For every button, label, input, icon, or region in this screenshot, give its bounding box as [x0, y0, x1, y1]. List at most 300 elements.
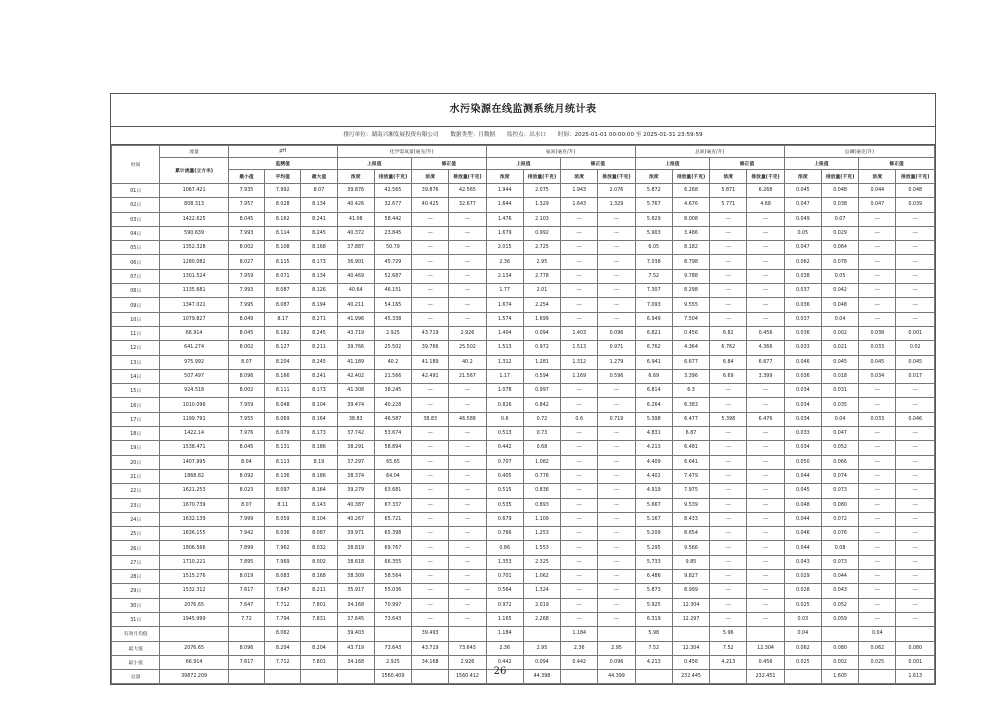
table-cell: 40.2: [374, 355, 411, 369]
table-cell: 2.01: [523, 284, 560, 298]
table-cell: ---: [598, 255, 635, 269]
table-cell: ---: [449, 484, 486, 498]
report-meta: [111, 127, 935, 145]
table-cell: 7.957: [228, 198, 264, 212]
table-cell: 8.271: [301, 312, 337, 326]
report-sheet: [110, 93, 936, 685]
table-cell: 0.04: [821, 312, 858, 326]
table-cell: ---: [859, 584, 896, 598]
table-cell: ---: [896, 298, 935, 312]
table-cell: 41.189: [337, 355, 374, 369]
table-cell: 40.372: [337, 226, 374, 240]
table-cell: 6.69: [635, 369, 672, 383]
header-tp-rep-emission: 排放量(千克): [821, 170, 858, 184]
header-ph-monitor: 监测值: [228, 158, 337, 170]
table-cell: 0.062: [859, 641, 896, 655]
table-cell: 1301.524: [160, 269, 228, 283]
table-cell: ---: [598, 312, 635, 326]
table-cell: ---: [561, 226, 598, 240]
table-cell: ---: [747, 284, 784, 298]
table-cell: 0.039: [896, 198, 935, 212]
table-row: [112, 412, 935, 426]
table-cell: 41.189: [412, 355, 449, 369]
table-cell: 0.042: [821, 284, 858, 298]
table-cell: 8.211: [301, 341, 337, 355]
table-cell: 8.059: [265, 512, 301, 526]
table-cell: ---: [598, 298, 635, 312]
table-cell: 0.05: [784, 226, 821, 240]
page-number: 26: [493, 666, 507, 677]
table-cell: 2076.65: [160, 641, 228, 655]
table-cell: 4.213: [635, 441, 672, 455]
table-cell: 44.399: [598, 670, 635, 684]
table-cell: ---: [747, 241, 784, 255]
table-cell: ---: [449, 398, 486, 412]
row-label: 31日: [112, 612, 160, 626]
table-cell: 6.762: [635, 341, 672, 355]
table-cell: 8.049: [228, 312, 264, 326]
table-cell: 0.048: [784, 498, 821, 512]
table-cell: ---: [412, 284, 449, 298]
table-cell: 6.814: [635, 384, 672, 398]
header-nh3-corrected: 修正值: [561, 158, 636, 170]
table-cell: 34.168: [337, 655, 374, 669]
table-cell: 1.553: [523, 541, 560, 555]
table-cell: 7.647: [228, 598, 264, 612]
time-label: 时间：2025-01-01 00:00:00 至 2025-01-31 23:59:59: [557, 132, 703, 138]
header-tp: 总磷(毫克/升): [784, 146, 934, 158]
table-cell: 53.674: [374, 427, 411, 441]
table-cell: 8.062: [265, 627, 301, 641]
table-cell: 1.476: [486, 212, 523, 226]
row-label: 22日: [112, 484, 160, 498]
table-cell: 0.025: [784, 655, 821, 669]
table-cell: 1.329: [598, 198, 635, 212]
table-cell: 0.045: [784, 184, 821, 198]
table-cell: 8.162: [265, 212, 301, 226]
header-cod-rep-conc: 浓度: [337, 170, 374, 184]
table-cell: 0.679: [486, 512, 523, 526]
table-cell: ---: [747, 484, 784, 498]
table-cell: ---: [449, 527, 486, 541]
table-cell: 8.204: [301, 641, 337, 655]
row-label: 23日: [112, 498, 160, 512]
table-cell: 7.479: [672, 469, 709, 483]
table-cell: 0.045: [784, 484, 821, 498]
table-cell: ---: [859, 398, 896, 412]
table-cell: 8.096: [228, 369, 264, 383]
table-row: [112, 541, 935, 555]
header-tn-cor-emission: 排放量(千克): [747, 170, 784, 184]
table-cell: 0.028: [784, 584, 821, 598]
table-cell: ---: [449, 455, 486, 469]
row-label: 25日: [112, 527, 160, 541]
table-cell: ---: [710, 284, 747, 298]
table-cell: ---: [710, 427, 747, 441]
table-cell: 6.481: [672, 441, 709, 455]
table-cell: 0.766: [486, 527, 523, 541]
table-row: [112, 184, 935, 198]
table-cell: 7.993: [228, 284, 264, 298]
table-cell: ---: [859, 527, 896, 541]
table-cell: 6.383: [672, 398, 709, 412]
table-cell: 1.329: [523, 198, 560, 212]
table-cell: 54.165: [374, 298, 411, 312]
table-cell: 0.68: [523, 441, 560, 455]
table-cell: ---: [896, 598, 935, 612]
table-cell: 8.07: [301, 184, 337, 198]
table-cell: 6.677: [672, 355, 709, 369]
table-cell: 8.071: [265, 269, 301, 283]
table-cell: 1.404: [486, 326, 523, 340]
table-cell: ---: [598, 241, 635, 255]
table-cell: 65.721: [374, 512, 411, 526]
table-cell: ---: [412, 541, 449, 555]
table-cell: 8.07: [228, 355, 264, 369]
table-cell: ---: [710, 512, 747, 526]
table-cell: 45.729: [374, 255, 411, 269]
table-cell: 25.502: [449, 341, 486, 355]
table-cell: ---: [412, 241, 449, 255]
table-cell: 5.398: [710, 412, 747, 426]
table-cell: 0.836: [523, 484, 560, 498]
table-cell: 34.168: [412, 655, 449, 669]
table-cell: ---: [412, 441, 449, 455]
table-cell: ---: [859, 598, 896, 612]
table-cell: ---: [747, 212, 784, 226]
table-cell: 0.044: [821, 570, 858, 584]
table-cell: 43.719: [412, 326, 449, 340]
table-cell: 1710.221: [160, 555, 228, 569]
table-cell: ---: [859, 484, 896, 498]
table-cell: 9.827: [672, 570, 709, 584]
table-cell: ---: [598, 398, 635, 412]
table-cell: ---: [747, 255, 784, 269]
table-cell: 38.245: [374, 384, 411, 398]
table-cell: ---: [449, 498, 486, 512]
table-cell: 1.679: [486, 226, 523, 240]
table-cell: 1010.096: [160, 398, 228, 412]
header-cod: 化学需氧量(毫克/升): [337, 146, 486, 158]
table-cell: 58.894: [374, 441, 411, 455]
table-cell: 8.023: [228, 484, 264, 498]
table-cell: 6.268: [672, 184, 709, 198]
table-cell: 8.298: [672, 284, 709, 298]
table-cell: 8.19: [301, 455, 337, 469]
table-cell: 37.645: [337, 612, 374, 626]
table-cell: ---: [896, 384, 935, 398]
table-cell: ---: [747, 512, 784, 526]
table-cell: ---: [412, 512, 449, 526]
row-label: 30日: [112, 598, 160, 612]
table-cell: ---: [747, 541, 784, 555]
header-tn-rep-emission: 排放量(千克): [672, 170, 709, 184]
row-label: 20日: [112, 455, 160, 469]
table-cell: [301, 627, 337, 641]
table-cell: 42.565: [374, 184, 411, 198]
table-row: [112, 527, 935, 541]
table-cell: 2.325: [523, 555, 560, 569]
table-cell: 2.075: [523, 184, 560, 198]
table-cell: ---: [412, 298, 449, 312]
table-cell: 5.295: [635, 541, 672, 555]
table-cell: 0.038: [859, 326, 896, 340]
table-cell: 1621.253: [160, 484, 228, 498]
table-cell: ---: [747, 298, 784, 312]
table-cell: 7.962: [265, 541, 301, 555]
table-cell: 0.776: [523, 469, 560, 483]
table-cell: 7.801: [301, 598, 337, 612]
table-cell: 1079.827: [160, 312, 228, 326]
table-cell: ---: [896, 512, 935, 526]
table-cell: 8.17: [265, 312, 301, 326]
table-cell: [747, 627, 784, 641]
header-tp-cor-conc: 浓度: [859, 170, 896, 184]
table-cell: 8.131: [265, 441, 301, 455]
table-cell: 66.914: [160, 655, 228, 669]
table-cell: 5.771: [710, 198, 747, 212]
table-cell: 40.228: [374, 398, 411, 412]
table-cell: 0.047: [784, 198, 821, 212]
table-cell: 39.766: [412, 341, 449, 355]
table-cell: ---: [896, 212, 935, 226]
table-cell: 64.04: [374, 469, 411, 483]
table-row: [112, 469, 935, 483]
table-cell: 8.182: [672, 241, 709, 255]
table-cell: ---: [449, 226, 486, 240]
table-cell: ---: [561, 598, 598, 612]
table-cell: ---: [449, 598, 486, 612]
table-cell: 38.83: [412, 412, 449, 426]
table-cell: 0.044: [784, 541, 821, 555]
table-cell: 5.733: [635, 555, 672, 569]
table-cell: 8.045: [228, 326, 264, 340]
table-cell: ---: [747, 441, 784, 455]
table-cell: 42.491: [412, 369, 449, 383]
header-nh3-reported: 上报值: [486, 158, 561, 170]
table-cell: ---: [896, 484, 935, 498]
table-cell: 0.6: [486, 412, 523, 426]
table-cell: ---: [710, 498, 747, 512]
table-cell: 8.087: [265, 298, 301, 312]
table-cell: 0.045: [821, 355, 858, 369]
table-cell: 70.997: [374, 598, 411, 612]
row-label: 28日: [112, 570, 160, 584]
row-label: 最大值: [112, 641, 160, 655]
table-row: [112, 341, 935, 355]
table-row: [112, 298, 935, 312]
table-cell: 35.917: [337, 584, 374, 598]
table-cell: 6.84: [710, 355, 747, 369]
table-cell: 8.134: [301, 198, 337, 212]
table-cell: ---: [859, 612, 896, 626]
table-row: [112, 355, 935, 369]
table-cell: ---: [412, 427, 449, 441]
table-cell: 6.641: [672, 455, 709, 469]
table-cell: 8.126: [301, 284, 337, 298]
table-cell: 8.798: [672, 255, 709, 269]
table-cell: ---: [412, 398, 449, 412]
table-cell: ---: [412, 555, 449, 569]
table-cell: 0.080: [821, 641, 858, 655]
table-cell: 6.319: [635, 612, 672, 626]
table-cell: ---: [859, 212, 896, 226]
table-cell: 7.617: [228, 655, 264, 669]
table-cell: 7.794: [265, 612, 301, 626]
table-cell: 0.048: [821, 184, 858, 198]
table-cell: 7.504: [672, 312, 709, 326]
table-cell: 58.442: [374, 212, 411, 226]
row-label: 10日: [112, 312, 160, 326]
table-cell: [896, 627, 935, 641]
table-cell: 40.267: [337, 512, 374, 526]
table-cell: 1.944: [486, 184, 523, 198]
table-cell: 8.111: [265, 384, 301, 398]
table-cell: 5.872: [635, 184, 672, 198]
table-cell: ---: [412, 584, 449, 598]
table-cell: 0.971: [598, 341, 635, 355]
table-cell: ---: [561, 312, 598, 326]
table-cell: ---: [598, 212, 635, 226]
table-cell: 0.046: [784, 527, 821, 541]
table-cell: 7.995: [228, 298, 264, 312]
table-cell: ---: [598, 441, 635, 455]
table-cell: 8.168: [301, 570, 337, 584]
table-row: [112, 326, 935, 340]
table-cell: ---: [449, 284, 486, 298]
table-cell: 1422.625: [160, 212, 228, 226]
table-row: [112, 484, 935, 498]
row-label: 14日: [112, 369, 160, 383]
table-cell: 2.36: [486, 641, 523, 655]
table-cell: ---: [747, 427, 784, 441]
table-cell: ---: [561, 398, 598, 412]
table-cell: 8.045: [228, 441, 264, 455]
table-cell: 43.719: [337, 326, 374, 340]
table-cell: 6.486: [635, 570, 672, 584]
table-cell: ---: [449, 541, 486, 555]
table-cell: 2.134: [486, 269, 523, 283]
table-cell: 8.108: [265, 241, 301, 255]
table-cell: 73.643: [449, 641, 486, 655]
table-cell: 0.03: [784, 612, 821, 626]
header-ph-min: 最小值: [228, 170, 264, 184]
table-cell: 1532.312: [160, 584, 228, 598]
table-cell: 8.136: [265, 469, 301, 483]
table-cell: 7.093: [635, 298, 672, 312]
table-cell: 12.304: [747, 641, 784, 655]
table-cell: 46.151: [374, 284, 411, 298]
table-cell: 6.82: [710, 326, 747, 340]
table-cell: 6.87: [672, 427, 709, 441]
table-cell: 1.184: [561, 627, 598, 641]
table-cell: 0.034: [859, 369, 896, 383]
table-cell: 0.033: [859, 412, 896, 426]
table-row: [112, 284, 935, 298]
row-label: 06日: [112, 255, 160, 269]
table-cell: 1538.471: [160, 441, 228, 455]
table-cell: 0.036: [784, 326, 821, 340]
table-cell: ---: [412, 455, 449, 469]
table-cell: 1.643: [561, 198, 598, 212]
table-row: [112, 241, 935, 255]
table-cell: ---: [561, 298, 598, 312]
table-cell: 1636.155: [160, 527, 228, 541]
table-cell: [672, 627, 709, 641]
table-row: [112, 441, 935, 455]
table-cell: 8.032: [301, 541, 337, 555]
header-cod-cor-emission: 排放量(千克): [449, 170, 486, 184]
table-cell: ---: [412, 570, 449, 584]
table-cell: 38.618: [337, 555, 374, 569]
table-cell: 0.047: [859, 198, 896, 212]
table-cell: 38.819: [337, 541, 374, 555]
table-cell: 7.712: [265, 598, 301, 612]
table-cell: ---: [412, 255, 449, 269]
header-ph-avg: 平均值: [265, 170, 301, 184]
table-cell: 1560.412: [449, 670, 486, 684]
table-cell: 0.049: [784, 212, 821, 226]
table-cell: 7.976: [228, 427, 264, 441]
table-cell: 0.037: [784, 312, 821, 326]
table-cell: 38.374: [337, 469, 374, 483]
table-cell: 41.996: [337, 312, 374, 326]
table-cell: 5.98: [635, 627, 672, 641]
table-cell: ---: [412, 212, 449, 226]
table-cell: 8.104: [301, 398, 337, 412]
table-cell: ---: [412, 469, 449, 483]
table-cell: 8.036: [265, 527, 301, 541]
table-cell: 4.831: [635, 427, 672, 441]
table-cell: ---: [561, 269, 598, 283]
table-cell: ---: [710, 484, 747, 498]
table-cell: 7.895: [228, 555, 264, 569]
table-cell: 1.574: [486, 312, 523, 326]
table-cell: 40.2: [449, 355, 486, 369]
table-cell: ---: [561, 255, 598, 269]
table-cell: 9.566: [672, 541, 709, 555]
table-cell: 8.245: [301, 226, 337, 240]
table-cell: 8.096: [228, 641, 264, 655]
table-cell: ---: [561, 584, 598, 598]
table-cell: 7.712: [265, 655, 301, 669]
table-cell: ---: [412, 484, 449, 498]
table-cell: 0.045: [896, 355, 935, 369]
table-cell: ---: [412, 269, 449, 283]
table-cell: ---: [747, 570, 784, 584]
table-cell: 8.11: [265, 498, 301, 512]
table-cell: ---: [561, 241, 598, 255]
table-cell: 8.028: [265, 198, 301, 212]
table-cell: ---: [896, 612, 935, 626]
row-label: 05日: [112, 241, 160, 255]
table-cell: 50.79: [374, 241, 411, 255]
table-cell: 69.767: [374, 541, 411, 555]
table-cell: ---: [896, 555, 935, 569]
table-cell: ---: [449, 241, 486, 255]
table-cell: 0.6: [561, 412, 598, 426]
table-cell: ---: [412, 312, 449, 326]
table-cell: ---: [747, 269, 784, 283]
table-cell: 1560.409: [374, 670, 411, 684]
table-cell: 8.115: [265, 255, 301, 269]
table-cell: ---: [598, 612, 635, 626]
table-cell: 1.062: [523, 570, 560, 584]
table-cell: ---: [598, 498, 635, 512]
table-cell: 39.876: [337, 184, 374, 198]
table-cell: ---: [896, 269, 935, 283]
table-cell: ---: [561, 541, 598, 555]
